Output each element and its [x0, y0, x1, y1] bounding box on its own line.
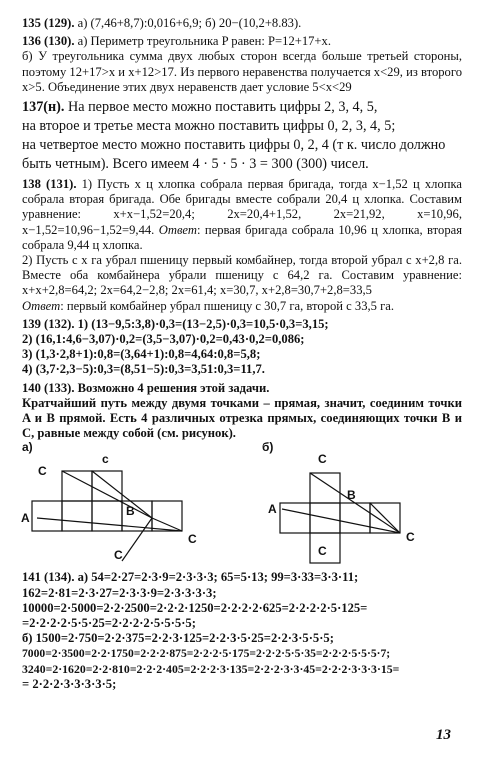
problem-137	[22, 98, 462, 117]
fig-b-label: б)	[262, 440, 274, 455]
problem-141-step8: = 2·2·2·3·3·3·3·5;	[22, 676, 117, 691]
problem-139-step1: 1) (13−9,5:3,8)·0,3=(13−2,5)·0,3=10,5·0,3=3,15;	[74, 316, 329, 331]
problem-137-number: 137(н).	[22, 99, 65, 116]
problem-138-part1: 1) Пусть x ц хлопка собрала первая бригада, тогда x−1,52 ц хлопка собрала вторая бригада. Обе бригады вместе собрали 20,4 ц хлопка. Составим уравнение: x+x−1,52=20,4; 2x=20,4+1,52, 2x=21,92, x=10,96, x−1,52=10,96−1,52=9,44.	[22, 177, 462, 237]
net-a-square-6	[32, 501, 62, 531]
problem-137-line2: на второе и третье места можно поставить цифры 0, 2, 3, 4, 5;	[22, 118, 396, 135]
fig-a-point-c-right: C	[188, 532, 197, 547]
problem-138	[22, 177, 462, 253]
net-a-square-5	[152, 501, 182, 531]
net-b-square-2	[280, 503, 310, 533]
problem-135-number: 135 (129).	[22, 16, 75, 30]
problem-141-step7: 3240=2·1620=2·2·810=2·2·2·405=2·2·2·3·135=2·2·2·3·3·45=2·2·2·3·3·3·15=	[22, 661, 400, 676]
net-a-square-1	[62, 471, 92, 501]
net-a-square-2	[92, 471, 122, 501]
problem-140-line1: Возможно 4 решения этой задачи.	[74, 380, 270, 395]
problem-138-answer2	[22, 299, 462, 314]
problem-141-step4: =2·2·2·2·5·5·25=2·2·2·2·5·5·5·5;	[22, 616, 196, 631]
net-b-square-4	[340, 503, 370, 533]
problem-141-step5: б) 1500=2·750=2·2·375=2·2·3·125=2·2·3·5·25=2·2·3·5·5·5;	[22, 631, 334, 646]
problem-141-step6: 7000=2·3500=2·2·1750=2·2·2·875=2·2·2·5·175=2·2·2·5·5·35=2·2·2·5·5·5·7;	[22, 647, 391, 661]
net-b-segment-3	[370, 503, 400, 533]
problem-138-answer1: : первая бригада собрала 10,96 ц хлопка, вторая собрала 9,44 ц хлопка.	[22, 222, 462, 252]
problem-139-step4: 4) (3,7·2,3−5):0,3=(8,51−5):0,3=3,51:0,3=11,7.	[22, 362, 265, 377]
net-a-segment-3	[122, 518, 152, 561]
cube-nets-svg	[21, 440, 462, 567]
page-content	[22, 16, 462, 692]
fig-a-point-c-upper: C	[38, 464, 47, 479]
problem-136	[22, 34, 462, 49]
fig-a-point-c-bottom: C	[114, 548, 123, 563]
fig-a-label: а)	[22, 440, 33, 455]
fig-b-point-b: B	[347, 488, 356, 503]
problem-136-line1: а) Периметр треугольника P равен: P=12+17+x.	[74, 34, 331, 49]
cube-net-b	[280, 473, 400, 563]
problem-139-step3: 3) (1,3·2,8+1):0,8=(3,64+1):0,8=4,64:0,8=5,8;	[22, 347, 261, 362]
fig-b-point-c-top: C	[318, 452, 327, 467]
problem-141-step1: а) 54=2·27=2·3·9=2·3·3·3; 65=5·13; 99=3·33=3·3·11;	[74, 570, 359, 585]
cube-nets-figure	[21, 440, 462, 567]
problem-136-part-b: б) У треугольника сумма двух любых сторон всегда больше третьей стороны, поэтому 12+17>x и x+12>17. Из первого неравенства получается x<29, из второго x>5. Объединение этих двух неравенств дает условие 5<x<29	[22, 49, 462, 94]
fig-a-point-b: B	[126, 504, 135, 519]
cube-net-a	[32, 471, 182, 561]
net-a-path-line	[37, 518, 182, 531]
problem-141-line1	[22, 570, 462, 585]
fig-b-point-c-right: C	[406, 530, 415, 545]
problem-140-number: 140 (133).	[22, 380, 75, 395]
problem-140-text: Кратчайший путь между двумя точками – прямая, значит, соединим точки A и B прямой. Есть 4 различных отрезка прямых, соединяющих точки B и C, равные между собой (см. рисунок).	[22, 395, 462, 441]
net-a-segment-1	[62, 471, 152, 518]
problem-138-answer1-label: Ответ	[154, 222, 197, 237]
fig-a-point-a: A	[21, 511, 30, 526]
problem-138-number: 138 (131).	[22, 177, 77, 192]
problem-138-part2: 2) Пусть с x га убрал пшеницу первый комбайнер, тогда второй убрал с x+2,8 га. Вместе оба комбайнера убрали пшеницу с 64,2 га. Составим уравнение: x+x+2,8=64,2; 2x=64,2−2,8; 2x=61,4; x=30,7, x+2,8=30,7+2,8=33,5	[22, 253, 462, 298]
net-a-square-3	[92, 501, 122, 531]
fig-b-point-a: A	[268, 502, 277, 517]
problem-136-number: 136 (130).	[22, 34, 75, 49]
problem-139-step2: 2) (16,1:4,6−3,07)·0,2=(3,5−3,07)·0,2=0,43·0,2=0,086;	[22, 332, 305, 347]
page-number: 13	[436, 727, 451, 743]
net-b-square-1	[310, 473, 340, 503]
problem-135	[22, 16, 462, 31]
problem-141-number: 141 (134).	[22, 570, 75, 585]
fig-a-point-c-top: c	[102, 452, 109, 467]
problem-138-answer2-text: : первый комбайнер убрал пшеницу с 30,7 га, второй с 33,5 га.	[60, 298, 394, 313]
problem-139-line1	[22, 317, 462, 332]
problem-137-line3: на четвертое место можно поставить цифры 0, 2, 4 (т к. число должно быть четным). Всего имеем 4 · 5 · 5 · 3 = 300 (300) чисел.	[22, 137, 446, 173]
problem-139-number: 139 (132).	[22, 316, 75, 331]
problem-137-line1: На первое место можно поставить цифры 2, 3, 4, 5,	[64, 99, 378, 116]
problem-135-text: а) (7,46+8,7):0,016+6,9; б) 20−(10,2+8.83).	[74, 16, 302, 30]
problem-141-step2: 162=2·81=2·3·27=2·3·3·9=2·3·3·3·3;	[22, 585, 217, 600]
fig-b-point-c-bottom: C	[318, 544, 327, 559]
problem-138-answer2-label: Ответ	[22, 298, 61, 313]
net-a-square-7	[62, 501, 92, 531]
problem-141-step3: 10000=2·5000=2·2·2500=2·2·2·1250=2·2·2·2·625=2·2·2·2·5·125=	[22, 600, 368, 615]
problem-140	[22, 381, 462, 396]
